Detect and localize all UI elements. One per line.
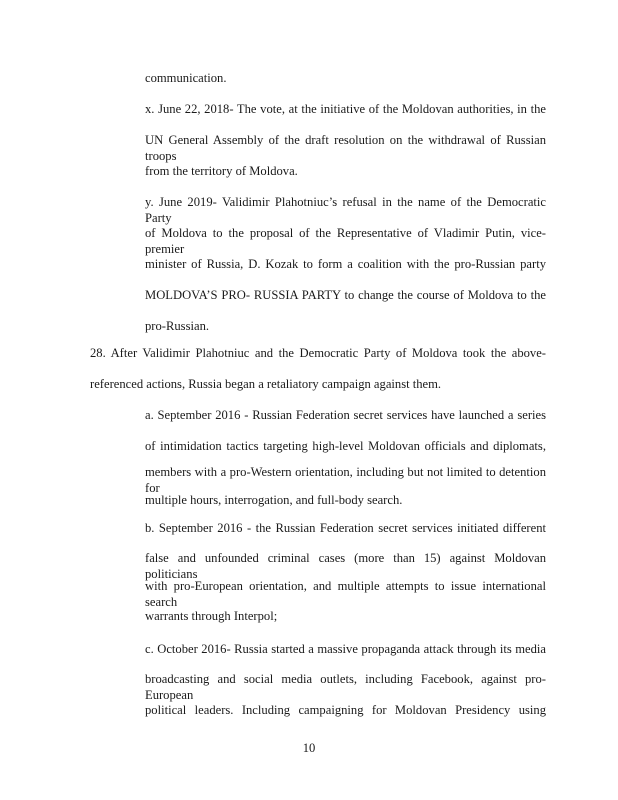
item-c-line-1: c. October 2016- Russia started a massive propaganda attack through its media [145, 642, 546, 656]
item-a-line-4: multiple hours, interrogation, and full-body search. [145, 493, 403, 507]
item-a-line-1: a. September 2016 - Russian Federation secret services have launched a series [145, 408, 546, 422]
item-y-line-2: of Moldova to the proposal of the Representative of Vladimir Putin, vice-premier [145, 226, 546, 256]
item-x-line-2: UN General Assembly of the draft resolution on the withdrawal of Russian troops [145, 133, 546, 163]
text-line: communication. [145, 71, 227, 85]
item-a-line-3: members with a pro-Western orientation, including but not limited to detention for [145, 465, 546, 495]
item-a-line-2: of intimidation tactics targeting high-level Moldovan officials and diplomats, [145, 439, 546, 453]
paragraph-28-line-2: referenced actions, Russia began a retaliatory campaign against them. [90, 377, 442, 391]
item-b-line-1: b. September 2016 - the Russian Federation secret services initiated different [145, 521, 546, 535]
page-number: 10 [302, 741, 316, 755]
item-b-line-2: false and unfounded criminal cases (more than 15) against Moldovan politicians [145, 551, 546, 581]
item-b-line-4: warrants through Interpol; [145, 609, 278, 623]
item-b-line-3: with pro-European orientation, and multiple attempts to issue international search [145, 579, 546, 609]
item-y-line-1: y. June 2019- Validimir Plahotniuc’s refusal in the name of the Democratic Party [145, 195, 546, 225]
item-x-line-1: x. June 22, 2018- The vote, at the initiative of the Moldovan authorities, in the [145, 102, 546, 116]
item-x-line-3: from the territory of Moldova. [145, 164, 298, 178]
item-y-line-5: pro-Russian. [145, 319, 210, 333]
item-y-line-4: MOLDOVA’S PRO- RUSSIA PARTY to change the course of Moldova to the [145, 288, 546, 302]
paragraph-28-line-1: 28. After Validimir Plahotniuc and the Democratic Party of Moldova took the above- [90, 346, 546, 360]
item-c-line-3: political leaders. Including campaigning for Moldovan Presidency using [145, 703, 546, 717]
item-c-line-2: broadcasting and social media outlets, including Facebook, against pro-European [145, 672, 546, 702]
item-y-line-3: minister of Russia, D. Kozak to form a coalition with the pro-Russian party [145, 257, 546, 271]
